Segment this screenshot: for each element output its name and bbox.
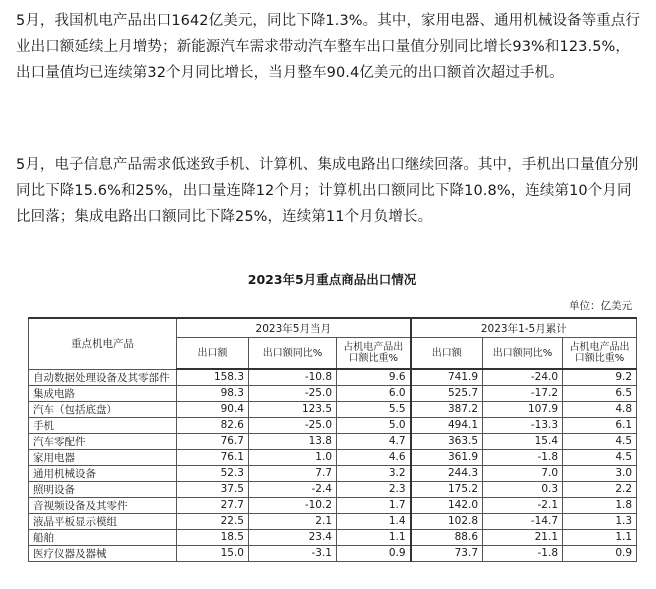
cell-value: 52.3 xyxy=(177,465,249,481)
cell-value: 6.1 xyxy=(563,417,637,433)
table-row xyxy=(29,417,637,433)
col-header: 占机电产品出口额比重% xyxy=(337,338,411,370)
row-name: 照明设备 xyxy=(29,481,177,497)
cell-value: 5.0 xyxy=(337,417,411,433)
cell-value: 73.7 xyxy=(411,545,483,561)
cell-value: 2.1 xyxy=(249,513,337,529)
row-name: 音视频设备及其零件 xyxy=(29,497,177,513)
cell-value: 1.1 xyxy=(563,529,637,545)
export-table xyxy=(28,317,637,562)
col-header: 出口额 xyxy=(177,338,249,370)
cell-value: 88.6 xyxy=(411,529,483,545)
cell-value: -10.2 xyxy=(249,497,337,513)
cell-value: 6.5 xyxy=(563,385,637,401)
col-header: 占机电产品出口额比重% xyxy=(563,338,637,370)
cell-value: 15.4 xyxy=(483,433,563,449)
table-body xyxy=(29,369,637,561)
cell-value: -25.0 xyxy=(249,385,337,401)
cell-value: 175.2 xyxy=(411,481,483,497)
paragraph-1: 5月，我国机电产品出口1642亿美元，同比下降1.3%。其中，家用电器、通用机械设备等重点行业出口额延续上月增势；新能源汽车需求带动汽车整车出口量值分别同比增长93%和123.5%，出口量值均已连续第32个月同比增长，当月整车90.4亿美元的出口额首次超过手机。 xyxy=(16,13,641,81)
cell-value: 525.7 xyxy=(411,385,483,401)
cell-value: 7.7 xyxy=(249,465,337,481)
row-name: 船舶 xyxy=(29,529,177,545)
export-table-figure xyxy=(28,270,636,562)
row-name: 手机 xyxy=(29,417,177,433)
row-name: 汽车（包括底盘） xyxy=(29,401,177,417)
row-name: 通用机械设备 xyxy=(29,465,177,481)
cell-value: 23.4 xyxy=(249,529,337,545)
cell-value: 741.9 xyxy=(411,369,483,385)
cell-value: 1.0 xyxy=(249,449,337,465)
cell-value: -17.2 xyxy=(483,385,563,401)
col-header: 出口额 xyxy=(411,338,483,370)
row-name: 集成电路 xyxy=(29,385,177,401)
table-row xyxy=(29,545,637,561)
cell-value: 13.8 xyxy=(249,433,337,449)
col-header: 出口额同比% xyxy=(249,338,337,370)
group-header-ytd: 2023年1-5月累计 xyxy=(411,318,637,338)
cell-value: 1.8 xyxy=(563,497,637,513)
row-name: 自动数据处理设备及其零部件 xyxy=(29,369,177,385)
cell-value: 7.0 xyxy=(483,465,563,481)
table-row xyxy=(29,465,637,481)
cell-value: -24.0 xyxy=(483,369,563,385)
cell-value: 0.3 xyxy=(483,481,563,497)
cell-value: 90.4 xyxy=(177,401,249,417)
cell-value: 387.2 xyxy=(411,401,483,417)
cell-value: 0.9 xyxy=(563,545,637,561)
cell-value: 82.6 xyxy=(177,417,249,433)
cell-value: 102.8 xyxy=(411,513,483,529)
cell-value: 76.7 xyxy=(177,433,249,449)
cell-value: 22.5 xyxy=(177,513,249,529)
cell-value: 4.5 xyxy=(563,449,637,465)
cell-value: 1.3 xyxy=(563,513,637,529)
table-unit: 单位：亿美元 xyxy=(569,300,632,312)
cell-value: 4.5 xyxy=(563,433,637,449)
cell-value: -13.3 xyxy=(483,417,563,433)
cell-value: -2.4 xyxy=(249,481,337,497)
cell-value: 98.3 xyxy=(177,385,249,401)
cell-value: 5.5 xyxy=(337,401,411,417)
cell-value: -2.1 xyxy=(483,497,563,513)
cell-value: 2.3 xyxy=(337,481,411,497)
col-header: 出口额同比% xyxy=(483,338,563,370)
cell-value: 4.6 xyxy=(337,449,411,465)
cell-value: 2.2 xyxy=(563,481,637,497)
cell-value: 9.2 xyxy=(563,369,637,385)
table-row xyxy=(29,497,637,513)
cell-value: 27.7 xyxy=(177,497,249,513)
row-name: 汽车零配件 xyxy=(29,433,177,449)
row-name: 医疗仪器及器械 xyxy=(29,545,177,561)
table-row xyxy=(29,449,637,465)
cell-value: 363.5 xyxy=(411,433,483,449)
cell-value: 37.5 xyxy=(177,481,249,497)
cell-value: -10.8 xyxy=(249,369,337,385)
paragraph-2: 5月，电子信息产品需求低迷致手机、计算机、集成电路出口继续回落。其中，手机出口量值分别同比下降15.6%和25%，出口量连降12个月；计算机出口额同比下降10.8%，连续第10个月同比回落；集成电路出口额同比下降25%，连续第11个月负增长。 xyxy=(16,157,639,225)
cell-value: -1.8 xyxy=(483,449,563,465)
cell-value: 107.9 xyxy=(483,401,563,417)
cell-value: 494.1 xyxy=(411,417,483,433)
cell-value: -14.7 xyxy=(483,513,563,529)
cell-value: 4.7 xyxy=(337,433,411,449)
cell-value: 1.7 xyxy=(337,497,411,513)
table-row xyxy=(29,385,637,401)
cell-value: 1.4 xyxy=(337,513,411,529)
cell-value: -1.8 xyxy=(483,545,563,561)
row-header: 重点机电产品 xyxy=(29,318,177,369)
cell-value: 4.8 xyxy=(563,401,637,417)
row-name: 液晶平板显示模组 xyxy=(29,513,177,529)
group-header-month: 2023年5月当月 xyxy=(177,318,411,338)
cell-value: 244.3 xyxy=(411,465,483,481)
cell-value: 6.0 xyxy=(337,385,411,401)
cell-value: 18.5 xyxy=(177,529,249,545)
cell-value: 15.0 xyxy=(177,545,249,561)
table-row xyxy=(29,513,637,529)
row-name: 家用电器 xyxy=(29,449,177,465)
cell-value: 0.9 xyxy=(337,545,411,561)
cell-value: 9.6 xyxy=(337,369,411,385)
table-title: 2023年5月重点商品出口情况 xyxy=(247,272,417,287)
cell-value: -3.1 xyxy=(249,545,337,561)
cell-value: 123.5 xyxy=(249,401,337,417)
cell-value: 142.0 xyxy=(411,497,483,513)
cell-value: 1.1 xyxy=(337,529,411,545)
cell-value: 3.0 xyxy=(563,465,637,481)
table-row xyxy=(29,529,637,545)
cell-value: 76.1 xyxy=(177,449,249,465)
table-row xyxy=(29,369,637,385)
table-row xyxy=(29,433,637,449)
cell-value: 158.3 xyxy=(177,369,249,385)
table-row xyxy=(29,401,637,417)
cell-value: -25.0 xyxy=(249,417,337,433)
cell-value: 361.9 xyxy=(411,449,483,465)
cell-value: 3.2 xyxy=(337,465,411,481)
cell-value: 21.1 xyxy=(483,529,563,545)
table-row xyxy=(29,481,637,497)
